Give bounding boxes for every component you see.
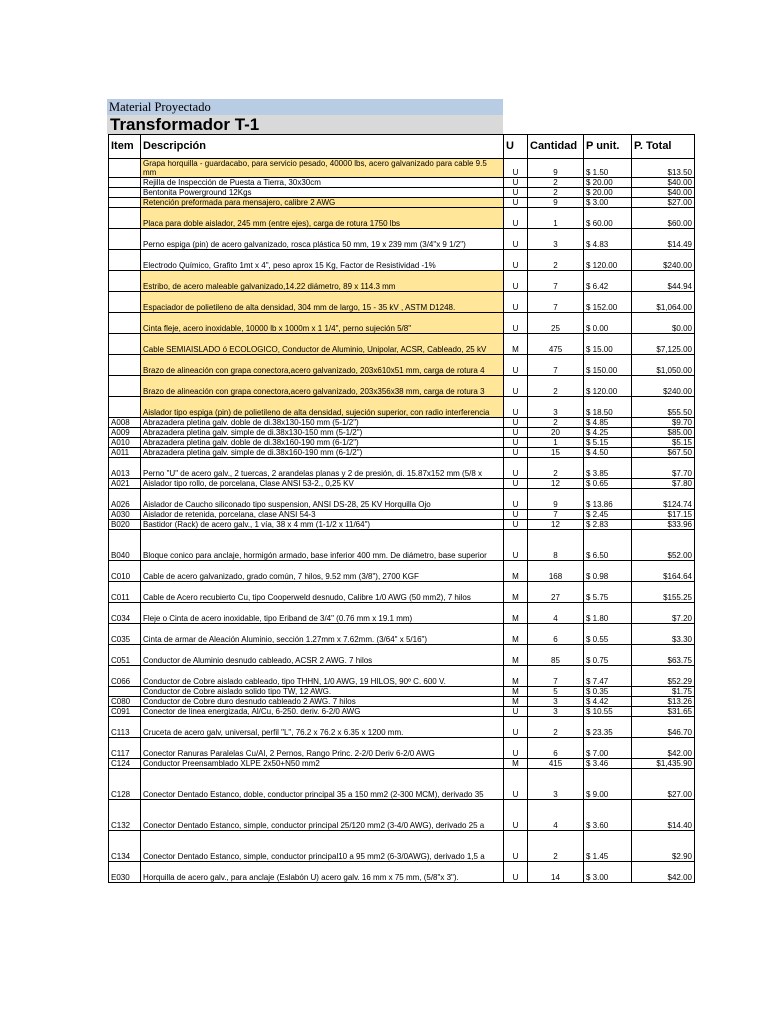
quantity-cell: 475: [528, 334, 584, 355]
unit-price-cell: $ 120.00: [584, 376, 632, 397]
quantity-cell: 4: [528, 603, 584, 624]
description-cell: Perno "U" de acero galv., 2 tuercas, 2 arandelas planas y 2 de presión, di. 15.87x152 mm (5/8 x: [141, 458, 504, 479]
item-code-cell: [109, 188, 141, 198]
total-price-cell: $46.70: [632, 717, 695, 738]
total-price-cell: $1.75: [632, 687, 695, 697]
item-code-cell: C091: [109, 707, 141, 717]
table-row: [109, 397, 695, 418]
description-cell: Aislador de Caucho siliconado tipo suspension, ANSI DS-28, 25 KV Horquilla Ojo: [141, 489, 504, 510]
item-code-cell: C080: [109, 697, 141, 707]
unit-price-cell: $ 4.50: [584, 448, 632, 458]
table-row: [109, 800, 695, 831]
col-header-quantity: Cantidad: [528, 135, 584, 159]
unit-cell: U: [504, 448, 528, 458]
table-row: [109, 645, 695, 666]
item-code-cell: B020: [109, 520, 141, 530]
unit-cell: M: [504, 582, 528, 603]
item-code-cell: [109, 292, 141, 313]
quantity-cell: 3: [528, 397, 584, 418]
total-price-cell: $40.00: [632, 178, 695, 188]
quantity-cell: 1: [528, 438, 584, 448]
description-cell: Cable de acero galvanizado, grado común, 7 hilos, 9.52 mm (3/8"), 2700 KGF: [141, 561, 504, 582]
description-cell: Horquilla de acero galv., para anclaje (Eslabón U) acero galv. 16 mm x 75 mm, (5/8"x 3").: [141, 862, 504, 883]
table-row: [109, 707, 695, 717]
unit-price-cell: $ 3.00: [584, 198, 632, 208]
quantity-cell: 12: [528, 520, 584, 530]
unit-price-cell: $ 1.45: [584, 831, 632, 862]
unit-cell: U: [504, 178, 528, 188]
table-row: [109, 448, 695, 458]
col-header-total-price: P. Total: [632, 135, 695, 159]
quantity-cell: 9: [528, 159, 584, 178]
total-price-cell: $55.50: [632, 397, 695, 418]
total-price-cell: $52.00: [632, 530, 695, 561]
total-price-cell: $60.00: [632, 208, 695, 229]
description-cell: Espaciador de polietileno de alta densidad, 304 mm de largo, 15 - 35 kV , ASTM D1248.: [141, 292, 504, 313]
item-code-cell: [109, 397, 141, 418]
item-code-cell: C134: [109, 831, 141, 862]
total-price-cell: $27.00: [632, 198, 695, 208]
col-header-unit: U: [504, 135, 528, 159]
table-row: [109, 334, 695, 355]
item-code-cell: [109, 376, 141, 397]
unit-cell: U: [504, 198, 528, 208]
total-price-cell: $240.00: [632, 250, 695, 271]
unit-price-cell: $ 0.35: [584, 687, 632, 697]
unit-cell: U: [504, 438, 528, 448]
total-price-cell: $164.64: [632, 561, 695, 582]
description-cell: Abrazadera pletina galv. simple de di.38x130-150 mm (5-1/2"): [141, 428, 504, 438]
description-cell: Conector Dentado Estanco, simple, conductor principal 25/120 mm2 (3-4/0 AWG), derivado 25 a: [141, 800, 504, 831]
item-code-cell: [109, 313, 141, 334]
unit-cell: U: [504, 418, 528, 428]
unit-price-cell: $ 120.00: [584, 250, 632, 271]
quantity-cell: 2: [528, 178, 584, 188]
unit-cell: U: [504, 769, 528, 800]
total-price-cell: $44.94: [632, 271, 695, 292]
description-cell: Cinta fleje, acero inoxidable, 10000 lb x 1000m x 1 1/4", perno sujeción 5/8": [141, 313, 504, 334]
quantity-cell: 7: [528, 292, 584, 313]
table-row: [109, 229, 695, 250]
col-header-description: Descripción: [141, 135, 504, 159]
unit-price-cell: $ 4.25: [584, 428, 632, 438]
quantity-cell: 6: [528, 624, 584, 645]
quantity-cell: 7: [528, 271, 584, 292]
unit-cell: U: [504, 458, 528, 479]
description-cell: Perno espiga (pin) de acero galvanizado, rosca plástica 50 mm, 19 x 239 mm (3/4"x 9 1/2"): [141, 229, 504, 250]
quantity-cell: 7: [528, 510, 584, 520]
description-cell: Retención preformada para mensajero, calibre 2 AWG: [141, 198, 504, 208]
description-cell: Abrazadera pletina galv. simple de di.38x160-190 mm (6-1/2"): [141, 448, 504, 458]
description-cell: Conector Ranuras Paralelas Cu/Al, 2 Pernos, Rango Princ. 2-2/0 Deriv 6-2/0 AWG: [141, 738, 504, 759]
unit-price-cell: $ 13.86: [584, 489, 632, 510]
description-cell: Cable SEMIAISLADO ó ECOLOGICO, Conductor de Aluminio, Unipolar, ACSR, Cableado, 25 kV: [141, 334, 504, 355]
unit-price-cell: $ 152.00: [584, 292, 632, 313]
unit-cell: M: [504, 603, 528, 624]
quantity-cell: 14: [528, 862, 584, 883]
unit-price-cell: $ 1.50: [584, 159, 632, 178]
unit-cell: M: [504, 759, 528, 769]
item-code-cell: C113: [109, 717, 141, 738]
table-row: [109, 603, 695, 624]
item-code-cell: C035: [109, 624, 141, 645]
quantity-cell: 4: [528, 800, 584, 831]
quantity-cell: 3: [528, 697, 584, 707]
description-cell: Conector Dentado Estanco, simple, conductor principal10 a 95 mm2 (6-3/0AWG), derivado 1,5 a: [141, 831, 504, 862]
unit-price-cell: $ 1.80: [584, 603, 632, 624]
unit-cell: U: [504, 428, 528, 438]
total-price-cell: $33.96: [632, 520, 695, 530]
total-price-cell: $2.90: [632, 831, 695, 862]
unit-cell: M: [504, 666, 528, 687]
unit-price-cell: $ 2.45: [584, 510, 632, 520]
item-code-cell: A026: [109, 489, 141, 510]
item-code-cell: C010: [109, 561, 141, 582]
table-row: [109, 520, 695, 530]
table-row: [109, 862, 695, 883]
table-row: [109, 666, 695, 687]
table-row: [109, 561, 695, 582]
quantity-cell: 25: [528, 313, 584, 334]
quantity-cell: 2: [528, 458, 584, 479]
unit-cell: M: [504, 561, 528, 582]
unit-cell: M: [504, 334, 528, 355]
total-price-cell: $1,050.00: [632, 355, 695, 376]
table-row: [109, 687, 695, 697]
description-cell: Bastidor (Rack) de acero galv., 1 vía, 38 x 4 mm (1-1/2 x 11/64"): [141, 520, 504, 530]
description-cell: Conductor Preensamblado XLPE 2x50+N50 mm2: [141, 759, 504, 769]
quantity-cell: 2: [528, 418, 584, 428]
unit-cell: U: [504, 292, 528, 313]
unit-cell: M: [504, 624, 528, 645]
item-code-cell: [109, 355, 141, 376]
item-code-cell: [109, 250, 141, 271]
item-code-cell: [109, 178, 141, 188]
quantity-cell: 2: [528, 376, 584, 397]
total-price-cell: $52.29: [632, 666, 695, 687]
table-row: [109, 418, 695, 428]
unit-cell: U: [504, 831, 528, 862]
description-cell: Bentonita Powerground 12Kgs: [141, 188, 504, 198]
quantity-cell: 27: [528, 582, 584, 603]
table-row: [109, 159, 695, 178]
unit-cell: U: [504, 707, 528, 717]
item-code-cell: E030: [109, 862, 141, 883]
description-cell: Electrodo Químico, Grafito 1mt x 4", peso aprox 15 Kg, Factor de Resistividad -1%: [141, 250, 504, 271]
table-row: [109, 624, 695, 645]
description-cell: Fleje o Cinta de acero inoxidable, tipo Eriband de 3/4" (0.76 mm x 19.1 mm): [141, 603, 504, 624]
description-cell: Conector Dentado Estanco, doble, conductor principal 35 a 150 mm2 (2-300 MCM), derivado 35: [141, 769, 504, 800]
item-code-cell: [109, 229, 141, 250]
unit-price-cell: $ 3.85: [584, 458, 632, 479]
unit-price-cell: $ 5.15: [584, 438, 632, 448]
item-code-cell: [109, 687, 141, 697]
description-cell: Abrazadera pletina galv. doble de di.38x160-190 mm (6-1/2"): [141, 438, 504, 448]
table-row: [109, 250, 695, 271]
unit-price-cell: $ 10.55: [584, 707, 632, 717]
unit-price-cell: $ 3.00: [584, 862, 632, 883]
description-cell: Rejilla de Inspección de Puesta a Tierra, 30x30cm: [141, 178, 504, 188]
total-price-cell: $7.70: [632, 458, 695, 479]
item-code-cell: B040: [109, 530, 141, 561]
description-cell: Conector de linea energizada, Al/Cu, 6-250. deriv. 6-2/0 AWG: [141, 707, 504, 717]
table-row: [109, 510, 695, 520]
unit-cell: M: [504, 697, 528, 707]
col-header-unit-price: P unit.: [584, 135, 632, 159]
unit-cell: U: [504, 510, 528, 520]
description-cell: Placa para doble aislador, 245 mm (entre ejes), carga de rotura 1750 lbs: [141, 208, 504, 229]
total-price-cell: $31.65: [632, 707, 695, 717]
item-code-cell: A030: [109, 510, 141, 520]
unit-cell: U: [504, 229, 528, 250]
item-code-cell: A009: [109, 428, 141, 438]
item-code-cell: A013: [109, 458, 141, 479]
table-row: [109, 479, 695, 489]
description-cell: Conductor de Cobre aislado cableado, tipo THHN, 1/0 AWG, 19 HILOS, 90º C. 600 V.: [141, 666, 504, 687]
item-code-cell: [109, 271, 141, 292]
table-body: [109, 159, 695, 883]
unit-price-cell: $ 0.00: [584, 313, 632, 334]
total-price-cell: $17.15: [632, 510, 695, 520]
unit-cell: U: [504, 313, 528, 334]
item-code-cell: [109, 208, 141, 229]
total-price-cell: $124.74: [632, 489, 695, 510]
quantity-cell: 8: [528, 530, 584, 561]
unit-cell: U: [504, 530, 528, 561]
sheet-subtitle: Material Proyectado: [107, 99, 503, 115]
unit-cell: U: [504, 159, 528, 178]
unit-cell: M: [504, 645, 528, 666]
materials-table: [108, 134, 695, 883]
item-code-cell: C066: [109, 666, 141, 687]
table-row: [109, 376, 695, 397]
table-row: [109, 292, 695, 313]
description-cell: Grapa horquilla - guardacabo, para servicio pesado, 40000 lbs, acero galvanizado para cable 9.5 mm: [141, 159, 504, 178]
unit-price-cell: $ 60.00: [584, 208, 632, 229]
unit-price-cell: $ 18.50: [584, 397, 632, 418]
unit-price-cell: $ 4.83: [584, 229, 632, 250]
item-code-cell: C117: [109, 738, 141, 759]
col-header-item: Item: [109, 135, 141, 159]
item-code-cell: C051: [109, 645, 141, 666]
unit-cell: U: [504, 489, 528, 510]
sheet-header: [107, 99, 503, 134]
unit-cell: M: [504, 687, 528, 697]
table-row: [109, 738, 695, 759]
unit-price-cell: $ 5.75: [584, 582, 632, 603]
total-price-cell: $1,064.00: [632, 292, 695, 313]
item-code-cell: C132: [109, 800, 141, 831]
unit-price-cell: $ 0.55: [584, 624, 632, 645]
unit-price-cell: $ 20.00: [584, 178, 632, 188]
unit-price-cell: $ 4.85: [584, 418, 632, 428]
table-row: [109, 198, 695, 208]
quantity-cell: 85: [528, 645, 584, 666]
total-price-cell: $5.15: [632, 438, 695, 448]
table-row: [109, 697, 695, 707]
table-row: [109, 355, 695, 376]
total-price-cell: $0.00: [632, 313, 695, 334]
quantity-cell: 415: [528, 759, 584, 769]
total-price-cell: $1,435.90: [632, 759, 695, 769]
quantity-cell: 6: [528, 738, 584, 759]
total-price-cell: $63.75: [632, 645, 695, 666]
unit-cell: U: [504, 188, 528, 198]
total-price-cell: $3.30: [632, 624, 695, 645]
item-code-cell: C128: [109, 769, 141, 800]
unit-price-cell: $ 3.46: [584, 759, 632, 769]
quantity-cell: 2: [528, 250, 584, 271]
table-row: [109, 582, 695, 603]
quantity-cell: 20: [528, 428, 584, 438]
quantity-cell: 12: [528, 479, 584, 489]
quantity-cell: 7: [528, 355, 584, 376]
item-code-cell: A011: [109, 448, 141, 458]
unit-cell: U: [504, 520, 528, 530]
table-row: [109, 178, 695, 188]
table-row: [109, 831, 695, 862]
quantity-cell: 168: [528, 561, 584, 582]
item-code-cell: [109, 198, 141, 208]
unit-price-cell: $ 7.47: [584, 666, 632, 687]
unit-cell: U: [504, 208, 528, 229]
unit-cell: U: [504, 800, 528, 831]
total-price-cell: $14.49: [632, 229, 695, 250]
unit-price-cell: $ 7.00: [584, 738, 632, 759]
total-price-cell: $7,125.00: [632, 334, 695, 355]
total-price-cell: $155.25: [632, 582, 695, 603]
unit-price-cell: $ 15.00: [584, 334, 632, 355]
unit-price-cell: $ 2.83: [584, 520, 632, 530]
quantity-cell: 3: [528, 769, 584, 800]
unit-price-cell: $ 3.60: [584, 800, 632, 831]
quantity-cell: 3: [528, 707, 584, 717]
quantity-cell: 2: [528, 831, 584, 862]
item-code-cell: A008: [109, 418, 141, 428]
total-price-cell: $85.00: [632, 428, 695, 438]
description-cell: Conductor de Cobre duro desnudo cableado 2 AWG. 7 hilos: [141, 697, 504, 707]
total-price-cell: $7.80: [632, 479, 695, 489]
unit-price-cell: $ 20.00: [584, 188, 632, 198]
item-code-cell: C124: [109, 759, 141, 769]
description-cell: Aislador de retenida, porcelana, clase ANSI 54-3: [141, 510, 504, 520]
table-row: [109, 188, 695, 198]
table-row: [109, 759, 695, 769]
description-cell: Estribo, de acero maleable galvanizado,14.22 diámetro, 89 x 114.3 mm: [141, 271, 504, 292]
table-row: [109, 769, 695, 800]
item-code-cell: A010: [109, 438, 141, 448]
total-price-cell: $13.50: [632, 159, 695, 178]
quantity-cell: 3: [528, 229, 584, 250]
description-cell: Aislador tipo espiga (pin) de polietileno de alta densidad, sujeción superior, con radio interferencia: [141, 397, 504, 418]
item-code-cell: A021: [109, 479, 141, 489]
description-cell: Cinta de armar de Aleación Aluminio, sección 1.27mm x 7.62mm. (3/64" x 5/16"): [141, 624, 504, 645]
quantity-cell: 5: [528, 687, 584, 697]
quantity-cell: 2: [528, 717, 584, 738]
total-price-cell: $42.00: [632, 738, 695, 759]
total-price-cell: $67.50: [632, 448, 695, 458]
total-price-cell: $40.00: [632, 188, 695, 198]
quantity-cell: 15: [528, 448, 584, 458]
unit-price-cell: $ 0.75: [584, 645, 632, 666]
description-cell: Bloque conico para anclaje, hormigón armado, base inferior 400 mm. De diámetro, base superior: [141, 530, 504, 561]
unit-price-cell: $ 0.98: [584, 561, 632, 582]
total-price-cell: $9.70: [632, 418, 695, 428]
quantity-cell: 9: [528, 198, 584, 208]
quantity-cell: 7: [528, 666, 584, 687]
unit-cell: U: [504, 355, 528, 376]
unit-cell: U: [504, 376, 528, 397]
total-price-cell: $27.00: [632, 769, 695, 800]
item-code-cell: C034: [109, 603, 141, 624]
quantity-cell: 1: [528, 208, 584, 229]
unit-price-cell: $ 0.65: [584, 479, 632, 489]
unit-price-cell: $ 6.50: [584, 530, 632, 561]
description-cell: Conductor de Aluminio desnudo cableado, ACSR 2 AWG. 7 hilos: [141, 645, 504, 666]
unit-cell: U: [504, 862, 528, 883]
description-cell: Aislador tipo rollo, de porcelana, Clase ANSI 53-2., 0,25 KV: [141, 479, 504, 489]
unit-price-cell: $ 4.42: [584, 697, 632, 707]
total-price-cell: $7.20: [632, 603, 695, 624]
item-code-cell: [109, 159, 141, 178]
table-row: [109, 428, 695, 438]
quantity-cell: 9: [528, 489, 584, 510]
table-row: [109, 271, 695, 292]
item-code-cell: [109, 334, 141, 355]
quantity-cell: 2: [528, 188, 584, 198]
sheet-title: Transformador T-1: [107, 115, 503, 134]
item-code-cell: C011: [109, 582, 141, 603]
total-price-cell: $14.40: [632, 800, 695, 831]
table-row: [109, 530, 695, 561]
description-cell: Brazo de alineación con grapa conectora,acero galvanizado, 203x610x51 mm, carga de rotura 4: [141, 355, 504, 376]
unit-cell: U: [504, 717, 528, 738]
description-cell: Cruceta de acero galv, universal, perfil "L", 76.2 x 76.2 x 6.35 x 1200 mm.: [141, 717, 504, 738]
table-row: [109, 458, 695, 479]
description-cell: Brazo de alineación con grapa conectora,acero galvanizado, 203x356x38 mm, carga de rotura 3: [141, 376, 504, 397]
table-row: [109, 717, 695, 738]
total-price-cell: $42.00: [632, 862, 695, 883]
unit-cell: U: [504, 250, 528, 271]
table-header-row: [109, 135, 695, 159]
unit-price-cell: $ 150.00: [584, 355, 632, 376]
unit-price-cell: $ 23.35: [584, 717, 632, 738]
unit-cell: U: [504, 271, 528, 292]
table-row: [109, 313, 695, 334]
unit-cell: U: [504, 738, 528, 759]
unit-cell: U: [504, 479, 528, 489]
description-cell: Cable de Acero recubierto Cu, tipo Cooperweld desnudo, Calibre 1/0 AWG (50 mm2), 7 hilos: [141, 582, 504, 603]
total-price-cell: $13.26: [632, 697, 695, 707]
description-cell: Abrazadera pletina galv. doble de di.38x130-150 mm (5-1/2"): [141, 418, 504, 428]
table-row: [109, 208, 695, 229]
table-row: [109, 489, 695, 510]
table-row: [109, 438, 695, 448]
unit-price-cell: $ 6.42: [584, 271, 632, 292]
unit-price-cell: $ 9.00: [584, 769, 632, 800]
total-price-cell: $240.00: [632, 376, 695, 397]
unit-cell: U: [504, 397, 528, 418]
description-cell: Conductor de Cobre aislado solido tipo TW, 12 AWG.: [141, 687, 504, 697]
